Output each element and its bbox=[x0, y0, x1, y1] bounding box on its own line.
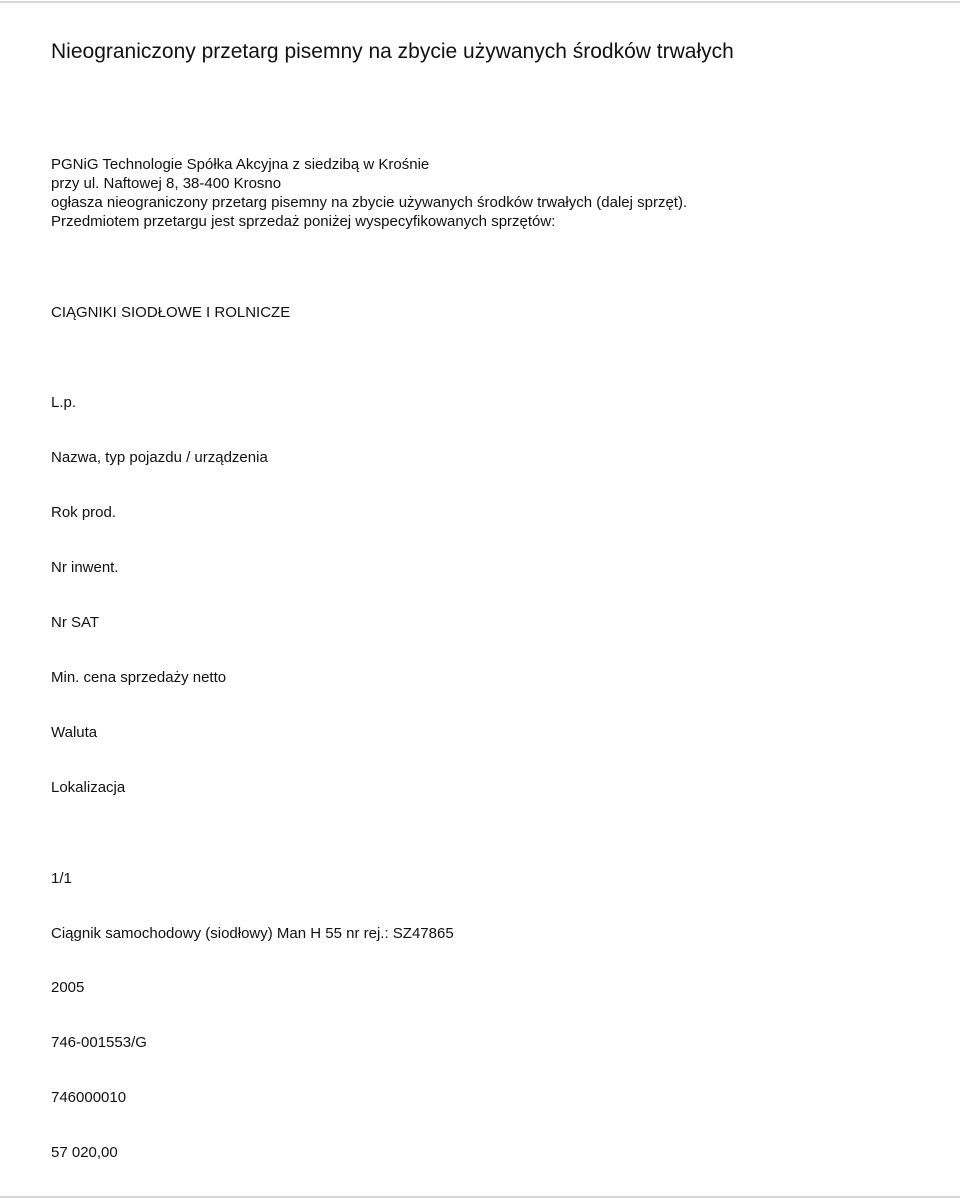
intro-line-address: przy ul. Naftowej 8, 38-400 Krosno bbox=[51, 175, 282, 192]
header-min-price: Min. cena sprzedaży netto bbox=[51, 669, 227, 686]
header-lp: L.p. bbox=[51, 394, 77, 411]
intro-line-announcement: ogłasza nieograniczony przetarg pisemny na zbycie używanych środków trwałych (dalej sprzęt). bbox=[51, 194, 688, 211]
category-heading: CIĄGNIKI SIODŁOWE I ROLNICZE bbox=[51, 304, 291, 321]
intro-line-subject: Przedmiotem przetargu jest sprzedaż poniżej wyspecyfikowanych sprzętów: bbox=[51, 213, 556, 230]
intro-paragraph bbox=[51, 155, 687, 231]
cell-inventory-no: 746-001553/G bbox=[51, 1034, 147, 1051]
cell-lp: 1/1 bbox=[51, 870, 72, 887]
page-top-border bbox=[0, 1, 960, 3]
cell-sat-no: 746000010 bbox=[51, 1089, 127, 1106]
cell-min-price: 57 020,00 bbox=[51, 1144, 118, 1161]
page-bottom-border bbox=[0, 1196, 960, 1198]
header-currency: Waluta bbox=[51, 724, 98, 741]
document-title: Nieograniczony przetarg pisemny na zbycie używanych środków trwałych bbox=[51, 40, 734, 63]
header-year: Rok prod. bbox=[51, 504, 117, 521]
cell-name: Ciągnik samochodowy (siodłowy) Man H 55 nr rej.: SZ47865 bbox=[51, 925, 454, 942]
intro-line-company: PGNiG Technologie Spółka Akcyjna z siedzibą w Krośnie bbox=[51, 156, 430, 173]
header-inventory-no: Nr inwent. bbox=[51, 559, 119, 576]
header-location: Lokalizacja bbox=[51, 779, 126, 796]
header-name: Nazwa, typ pojazdu / urządzenia bbox=[51, 449, 268, 466]
cell-year: 2005 bbox=[51, 979, 85, 996]
header-sat-no: Nr SAT bbox=[51, 614, 100, 631]
